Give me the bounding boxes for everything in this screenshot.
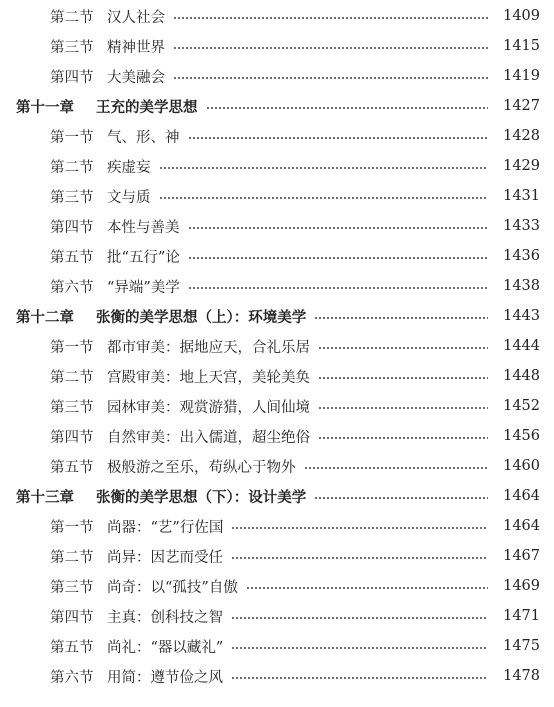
entry-title: 都市审美：据地应天，合礼乐居 <box>107 339 310 356</box>
entry-page-number: 1475 <box>503 638 540 654</box>
entry-number: 第六节 <box>50 669 94 686</box>
dot-leader <box>246 585 488 591</box>
entry-title: 批“五行”论 <box>107 249 180 266</box>
entry-page-number: 1444 <box>503 338 540 354</box>
entry-title: 尚器：“艺”行佐国 <box>107 519 224 536</box>
dot-leader <box>318 435 488 441</box>
entry-number: 第四节 <box>50 429 94 446</box>
chapter-number: 第十三章 <box>16 489 74 506</box>
entry-number: 第五节 <box>50 459 94 476</box>
dot-leader <box>188 285 488 291</box>
dot-leader <box>318 345 488 351</box>
entry-number: 第三节 <box>50 39 94 56</box>
entry-number: 第二节 <box>50 549 94 566</box>
entry-number: 第二节 <box>50 159 94 176</box>
entry-page-number: 1464 <box>503 518 540 534</box>
entry-title: 大美融会 <box>107 69 165 86</box>
dot-leader <box>173 45 488 51</box>
entry-page-number: 1464 <box>503 488 540 504</box>
toc-entry <box>0 2 554 30</box>
dot-leader <box>231 525 488 531</box>
toc-entry <box>0 392 554 420</box>
toc-entry <box>0 362 554 390</box>
toc-entry <box>0 242 554 270</box>
entry-title: 文与质 <box>107 189 151 206</box>
chapter-number: 第十二章 <box>16 309 74 326</box>
dot-leader <box>314 315 488 321</box>
entry-title: 疾虚妄 <box>107 159 151 176</box>
entry-page-number: 1409 <box>503 8 540 24</box>
toc-chapter-entry <box>0 302 554 330</box>
entry-number: 第一节 <box>50 339 94 356</box>
entry-number: 第三节 <box>50 399 94 416</box>
entry-page-number: 1456 <box>503 428 540 444</box>
entry-page-number: 1471 <box>503 608 540 624</box>
toc-entry <box>0 272 554 300</box>
toc-entry <box>0 452 554 480</box>
entry-title: 极般游之至乐，苟纵心于物外 <box>107 459 296 476</box>
entry-page-number: 1443 <box>503 308 540 324</box>
entry-number: 第一节 <box>50 519 94 536</box>
entry-number: 第四节 <box>50 609 94 626</box>
entry-page-number: 1460 <box>503 458 540 474</box>
dot-leader <box>159 165 489 171</box>
entry-title: 自然审美：出入儒道，超尘绝俗 <box>107 429 310 446</box>
entry-title: 宫殿审美：地上天宫，美轮美奂 <box>107 369 310 386</box>
entry-title: 尚奇：以“孤技”自傲 <box>107 579 238 596</box>
toc-entry <box>0 212 554 240</box>
toc-entry <box>0 422 554 450</box>
entry-page-number: 1415 <box>503 38 540 54</box>
entry-page-number: 1448 <box>503 368 540 384</box>
entry-title: 园林审美：观赏游猎，人间仙境 <box>107 399 310 416</box>
entry-page-number: 1429 <box>503 158 540 174</box>
dot-leader <box>173 15 488 21</box>
entry-page-number: 1419 <box>503 68 540 84</box>
entry-page-number: 1431 <box>503 188 540 204</box>
dot-leader <box>304 465 489 471</box>
dot-leader <box>206 105 489 111</box>
entry-number: 第五节 <box>50 639 94 656</box>
toc-entry <box>0 542 554 570</box>
chapter-number: 第十一章 <box>16 99 74 116</box>
entry-number: 第三节 <box>50 189 94 206</box>
dot-leader <box>314 495 488 501</box>
toc-entry <box>0 632 554 660</box>
toc-entry <box>0 512 554 540</box>
entry-title: 用简：遵节俭之风 <box>107 669 223 686</box>
dot-leader <box>188 225 489 231</box>
chapter-title: 王充的美学思想 <box>96 99 198 116</box>
entry-page-number: 1438 <box>503 278 540 294</box>
entry-title: 尚礼：“器以藏礼” <box>107 639 224 656</box>
dot-leader <box>188 135 489 141</box>
entry-number: 第二节 <box>50 9 94 26</box>
entry-page-number: 1428 <box>503 128 540 144</box>
entry-number: 第五节 <box>50 249 94 266</box>
dot-leader <box>318 375 488 381</box>
dot-leader <box>231 555 488 561</box>
chapter-title: 张衡的美学思想（上）：环境美学 <box>96 309 307 326</box>
entry-number: 第二节 <box>50 369 94 386</box>
entry-number: 第一节 <box>50 129 94 146</box>
dot-leader <box>231 675 488 681</box>
entry-page-number: 1478 <box>503 668 540 684</box>
dot-leader <box>318 405 488 411</box>
entry-title: 尚异：因艺而受任 <box>107 549 223 566</box>
toc-entry <box>0 182 554 210</box>
toc-chapter-entry <box>0 92 554 120</box>
entry-page-number: 1427 <box>503 98 540 114</box>
dot-leader <box>231 615 488 621</box>
toc-entry <box>0 662 554 690</box>
dot-leader <box>173 75 488 81</box>
toc-entry <box>0 602 554 630</box>
entry-title: “异端”美学 <box>107 279 180 296</box>
entry-title: 本性与善美 <box>107 219 180 236</box>
toc-entry <box>0 122 554 150</box>
entry-page-number: 1467 <box>503 548 540 564</box>
entry-title: 汉人社会 <box>107 9 165 26</box>
entry-page-number: 1433 <box>503 218 540 234</box>
entry-number: 第三节 <box>50 579 94 596</box>
toc-chapter-entry <box>0 482 554 510</box>
entry-page-number: 1452 <box>503 398 540 414</box>
entry-page-number: 1469 <box>503 578 540 594</box>
entry-page-number: 1436 <box>503 248 540 264</box>
dot-leader <box>159 195 489 201</box>
entry-title: 气、形、神 <box>107 129 180 146</box>
entry-number: 第六节 <box>50 279 94 296</box>
dot-leader <box>231 645 488 651</box>
toc-entry <box>0 572 554 600</box>
entry-number: 第四节 <box>50 219 94 236</box>
toc-entry <box>0 62 554 90</box>
dot-leader <box>188 255 488 261</box>
entry-title: 主真：创科技之智 <box>107 609 223 626</box>
toc-entry <box>0 332 554 360</box>
entry-title: 精神世界 <box>107 39 165 56</box>
entry-number: 第四节 <box>50 69 94 86</box>
toc-entry <box>0 152 554 180</box>
chapter-title: 张衡的美学思想（下）：设计美学 <box>96 489 307 506</box>
toc-entry <box>0 32 554 60</box>
